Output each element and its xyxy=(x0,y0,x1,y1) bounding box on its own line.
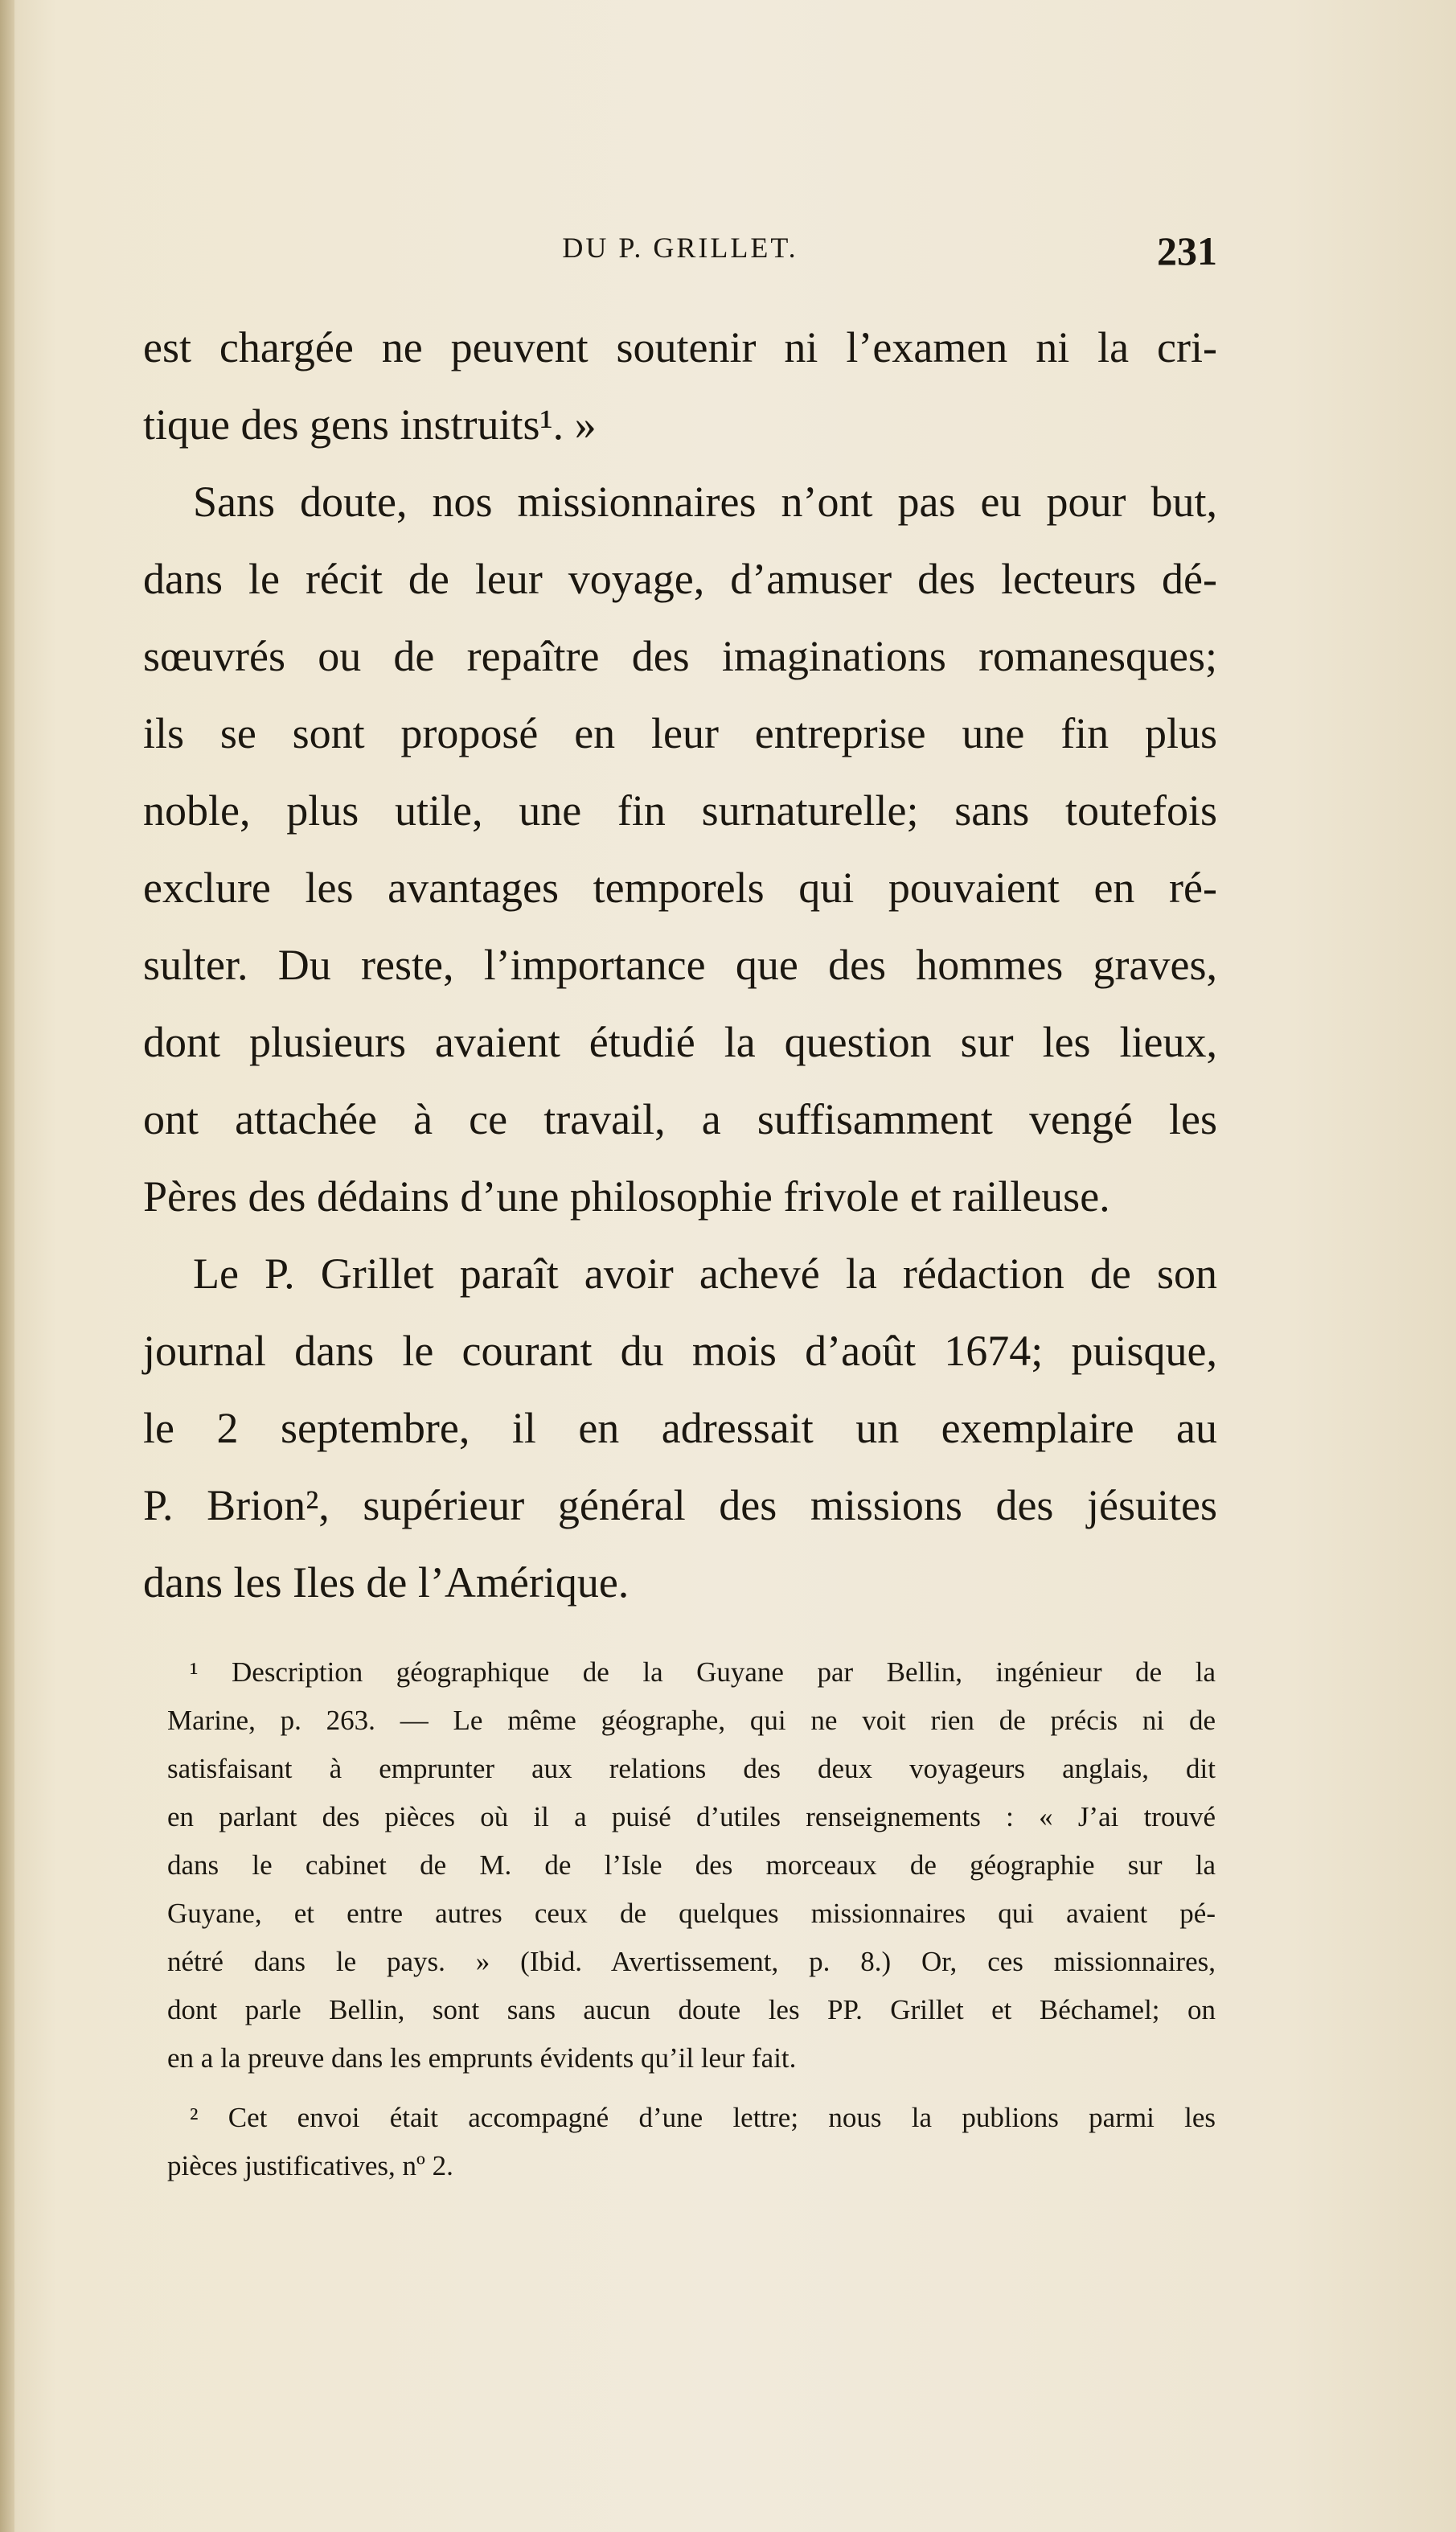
footnote-line: en a la preuve dans les emprunts évidents qu’il leur fait. xyxy=(167,2042,797,2074)
footnote-line: ² Cet envoi était accompagné d’une lettre; nous la publions parmi les xyxy=(190,2102,1216,2133)
footnote-line: satisfaisant à emprunter aux relations des deux voyageurs anglais, dit xyxy=(167,1753,1216,1784)
footnote-line: dans le cabinet de M. de l’Isle des morceaux de géographie sur la xyxy=(167,1849,1216,1881)
footnote-line: pièces justificatives, nº 2. xyxy=(167,2150,453,2181)
footnote-line: Marine, p. 263. — Le même géographe, qui ne voit rien de précis ni de xyxy=(167,1705,1216,1736)
body-line: exclure les avantages temporels qui pouvaient en ré- xyxy=(143,864,1217,912)
body-line: sulter. Du reste, l’importance que des hommes graves, xyxy=(143,941,1217,989)
page-number: 231 xyxy=(1157,228,1217,273)
body-line: Le P. Grillet paraît avoir achevé la rédaction de son xyxy=(193,1250,1217,1298)
body-line: P. Brion², supérieur général des missions des jésuites xyxy=(143,1481,1217,1529)
footnote-line: ¹ Description géographique de la Guyane par Bellin, ingénieur de la xyxy=(190,1656,1216,1688)
body-line: Pères des dédains d’une philosophie frivole et railleuse. xyxy=(143,1172,1110,1221)
running-head xyxy=(143,228,1217,276)
footnote-line: Guyane, et entre autres ceux de quelques missionnaires qui avaient pé- xyxy=(167,1898,1216,1929)
page-binding-edge xyxy=(0,0,14,2532)
footnotes xyxy=(167,1648,1216,2190)
body-line: dont plusieurs avaient étudié la question sur les lieux, xyxy=(143,1018,1217,1066)
footnote-line: en parlant des pièces où il a puisé d’utiles renseignements : « J’ai trouvé xyxy=(167,1801,1216,1832)
body-line: ont attachée à ce travail, a suffisamment vengé les xyxy=(143,1095,1217,1143)
footnote-spacer xyxy=(167,2083,1216,2094)
body-line: noble, plus utile, une fin surnaturelle; sans toutefois xyxy=(143,786,1217,835)
body-line: journal dans le courant du mois d’août 1674; puisque, xyxy=(143,1327,1217,1375)
body-text xyxy=(143,309,1217,1621)
body-line: ils se sont proposé en leur entreprise une fin plus xyxy=(143,709,1217,757)
body-line: le 2 septembre, il en adressait un exemplaire au xyxy=(143,1404,1217,1452)
body-line: dans le récit de leur voyage, d’amuser des lecteurs dé- xyxy=(143,555,1217,603)
body-line: est chargée ne peuvent soutenir ni l’examen ni la cri- xyxy=(143,323,1217,371)
running-title: DU P. GRILLET. xyxy=(562,232,798,264)
footnote-line: nétré dans le pays. » (Ibid. Avertissement, p. 8.) Or, ces missionnaires, xyxy=(167,1946,1216,1977)
body-line: sœuvrés ou de repaître des imaginations romanesques; xyxy=(143,632,1217,680)
body-line: tique des gens instruits¹. » xyxy=(143,400,597,449)
body-line: Sans doute, nos missionnaires n’ont pas eu pour but, xyxy=(193,478,1217,526)
body-line: dans les Iles de l’Amérique. xyxy=(143,1558,630,1607)
footnote-line: dont parle Bellin, sont sans aucun doute les PP. Grillet et Béchamel; on xyxy=(167,1994,1216,2025)
